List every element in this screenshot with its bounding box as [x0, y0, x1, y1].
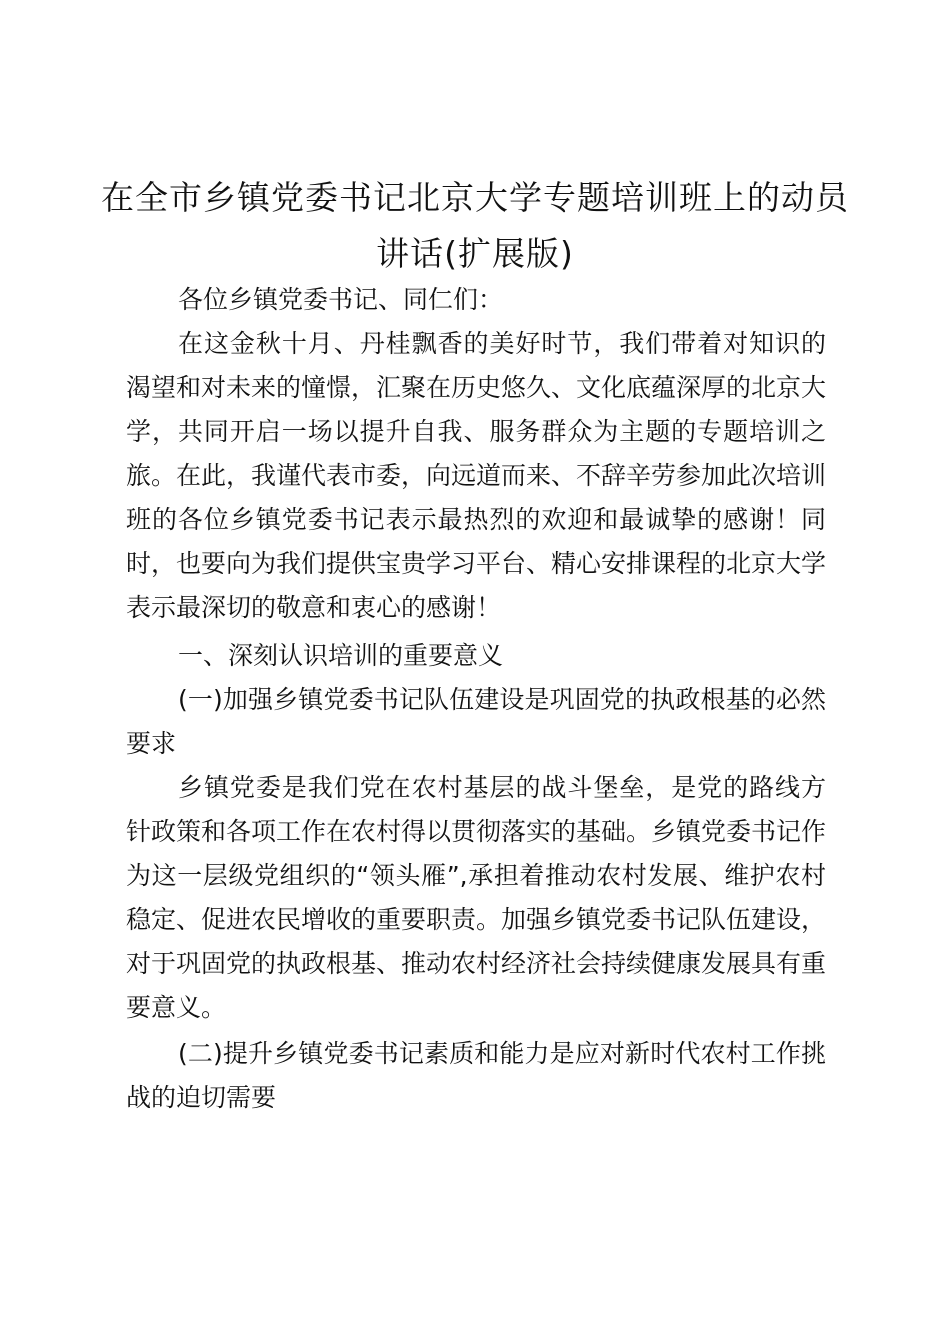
subsection-heading-2: (二)提升乡镇党委书记素质和能力是应对新时代农村工作挑战的迫切需要	[126, 1039, 826, 1112]
subsection-1-paragraph: 乡镇党委是我们党在农村基层的战斗堡垒，是党的路线方针政策和各项工作在农村得以贯彻落实的基础。乡镇党委书记作为这一层级党组织的“领头雁”,承担着推动农村发展、维护农村稳定、促进农民增收的重要职责。加强乡镇党委书记队伍建设，对于巩固党的执政根基、推动农村经济社会持续健康发展具有重要意义。	[126, 773, 827, 1022]
salutation: 各位乡镇党委书记、同仁们：	[178, 285, 504, 314]
document-title: 在全市乡镇党委书记北京大学专题培训班上的动员讲话(扩展版)	[101, 178, 849, 273]
opening-paragraph: 在这金秋十月、丹桂飘香的美好时节，我们带着对知识的渴望和对未来的憧憬，汇聚在历史悠久、文化底蕴深厚的北京大学，共同开启一场以提升自我、服务群众为主题的专题培训之旅。在此，我谨代表市委，向远道而来、不辞辛劳参加此次培训班的各位乡镇党委书记表示最热烈的欢迎和最诚挚的感谢！同时，也要向为我们提供宝贵学习平台、精心安排课程的北京大学表示最深切的敬意和衷心的感谢！	[126, 329, 827, 622]
section-heading-1: 一、深刻认识培训的重要意义	[178, 641, 504, 670]
subsection-heading-1: (一)加强乡镇党委书记队伍建设是巩固党的执政根基的必然要求	[126, 685, 826, 758]
